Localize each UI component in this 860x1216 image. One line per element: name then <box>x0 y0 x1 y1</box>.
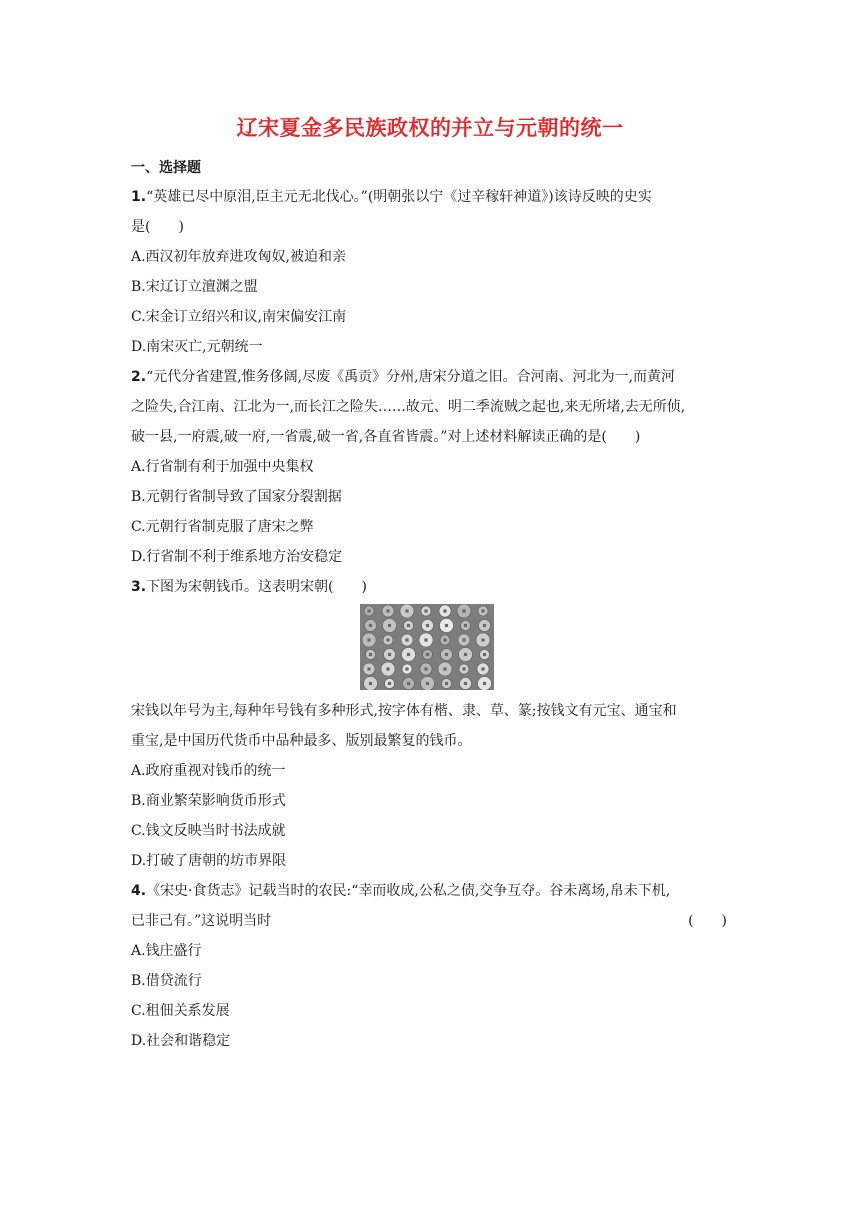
question-text: 已非己有。”这说明当时 <box>131 913 272 929</box>
coin-hole <box>481 667 484 670</box>
coin-hole <box>481 638 484 641</box>
coin-hole <box>386 667 389 670</box>
coin-hole <box>367 609 370 612</box>
coin-hole <box>443 638 446 641</box>
coin-hole <box>462 609 465 612</box>
coin-hole <box>369 624 372 627</box>
coin-hole <box>462 667 465 670</box>
option-c: C.租佃关系发展 <box>131 1003 230 1019</box>
option-b: B.宋辽订立澶渊之盟 <box>131 279 258 295</box>
option-d: D.南宋灭亡,元朝统一 <box>131 339 263 355</box>
coin-hole <box>426 653 429 656</box>
option-b: B.借贷流行 <box>131 973 202 989</box>
section-heading: 一、选择题 <box>131 160 201 176</box>
coin-hole <box>367 638 370 641</box>
question-3 <box>131 572 731 876</box>
coin-hole <box>464 653 467 656</box>
answer-bracket: ( ) <box>688 913 727 929</box>
question-text: 破一县,一府震,破一府,一省震,破一省,各直省皆震。”对上述材料解读正确的是( ) <box>131 429 641 445</box>
coin-hole <box>407 682 410 685</box>
coin-hole <box>443 667 446 670</box>
coins-image-graphic <box>360 604 494 690</box>
coin-hole <box>464 682 467 685</box>
coin-hole <box>407 624 410 627</box>
coin-hole <box>424 667 427 670</box>
question-text: 是( ) <box>131 219 184 235</box>
coin-hole <box>464 624 467 627</box>
coin-hole <box>426 624 429 627</box>
option-a: A.行省制有利于加强中央集权 <box>131 459 314 475</box>
option-a: A.西汉初年放弃进攻匈奴,被迫和亲 <box>131 249 347 265</box>
coin-hole <box>481 609 484 612</box>
coin-hole <box>405 667 408 670</box>
question-text: 之险失,合江南、江北为一,而长江之险失……故元、明二季流贼之起也,来无所堵,去无所侦, <box>131 399 686 415</box>
option-c: C.元朝行省制克服了唐宋之弊 <box>131 519 314 535</box>
coin-hole <box>426 682 429 685</box>
question-text: 下图为宋朝钱币。这表明宋朝( ) <box>146 579 367 595</box>
coin-hole <box>367 667 370 670</box>
option-b: B.元朝行省制导致了国家分裂割据 <box>131 489 342 505</box>
coin-hole <box>386 638 389 641</box>
coin-hole <box>445 624 448 627</box>
option-b: B.商业繁荣影响货币形式 <box>131 793 286 809</box>
option-a: A.钱庄盛行 <box>131 943 202 959</box>
coin-hole <box>369 653 372 656</box>
option-c: C.宋金订立绍兴和议,南宋偏安江南 <box>131 309 347 325</box>
coin-hole <box>405 609 408 612</box>
question-list <box>131 154 731 1056</box>
option-d: D.社会和谐稳定 <box>131 1033 231 1049</box>
question-4 <box>131 876 731 1056</box>
coin-hole <box>443 609 446 612</box>
coin-hole <box>483 653 486 656</box>
option-c: C.钱文反映当时书法成就 <box>131 823 286 839</box>
question-number: 2. <box>131 369 147 385</box>
caption-text: 宋钱以年号为主,每种年号钱有多种形式,按字体有楷、隶、草、篆;按钱文有元宝、通宝和 <box>131 703 677 719</box>
coin-hole <box>405 638 408 641</box>
coin-hole <box>388 653 391 656</box>
caption-text: 重宝,是中国历代货币中品种最多、版别最繁复的钱币。 <box>131 733 472 749</box>
coin-hole <box>445 653 448 656</box>
coin-hole <box>483 624 486 627</box>
option-d: D.行省制不利于维系地方治安稳定 <box>131 549 343 565</box>
question-number: 1. <box>131 189 147 205</box>
question-number: 4. <box>131 883 147 899</box>
option-d: D.打破了唐朝的坊市界限 <box>131 853 287 869</box>
coin-hole <box>386 609 389 612</box>
coin-hole <box>407 653 410 656</box>
coin-hole <box>369 682 372 685</box>
question-text: “英雄已尽中原泪,臣主元无北伐心。”(明朝张以宁《过辛稼轩神道》)该诗反映的史实 <box>146 189 652 205</box>
page-title: 辽宋夏金多民族政权的并立与元朝的统一 <box>236 116 624 140</box>
coin-hole <box>424 638 427 641</box>
coin-hole <box>445 682 448 685</box>
coin-hole <box>483 682 486 685</box>
coin-hole <box>388 624 391 627</box>
question-text: “元代分省建置,惟务侈阔,尽废《禹贡》分州,唐宋分道之旧。合河南、河北为一,而黄河 <box>146 369 676 385</box>
question-2 <box>131 362 731 572</box>
coin-hole <box>424 609 427 612</box>
coin-hole <box>388 682 391 685</box>
question-number: 3. <box>131 579 147 595</box>
coin-hole <box>462 638 465 641</box>
question-1 <box>131 182 731 362</box>
song-coins-photo <box>360 604 494 690</box>
question-text: 《宋史·食货志》记载当时的农民:“幸而收成,公私之债,交争互夺。谷未离场,帛未下机, <box>146 883 671 899</box>
option-a: A.政府重视对钱币的统一 <box>131 763 286 779</box>
